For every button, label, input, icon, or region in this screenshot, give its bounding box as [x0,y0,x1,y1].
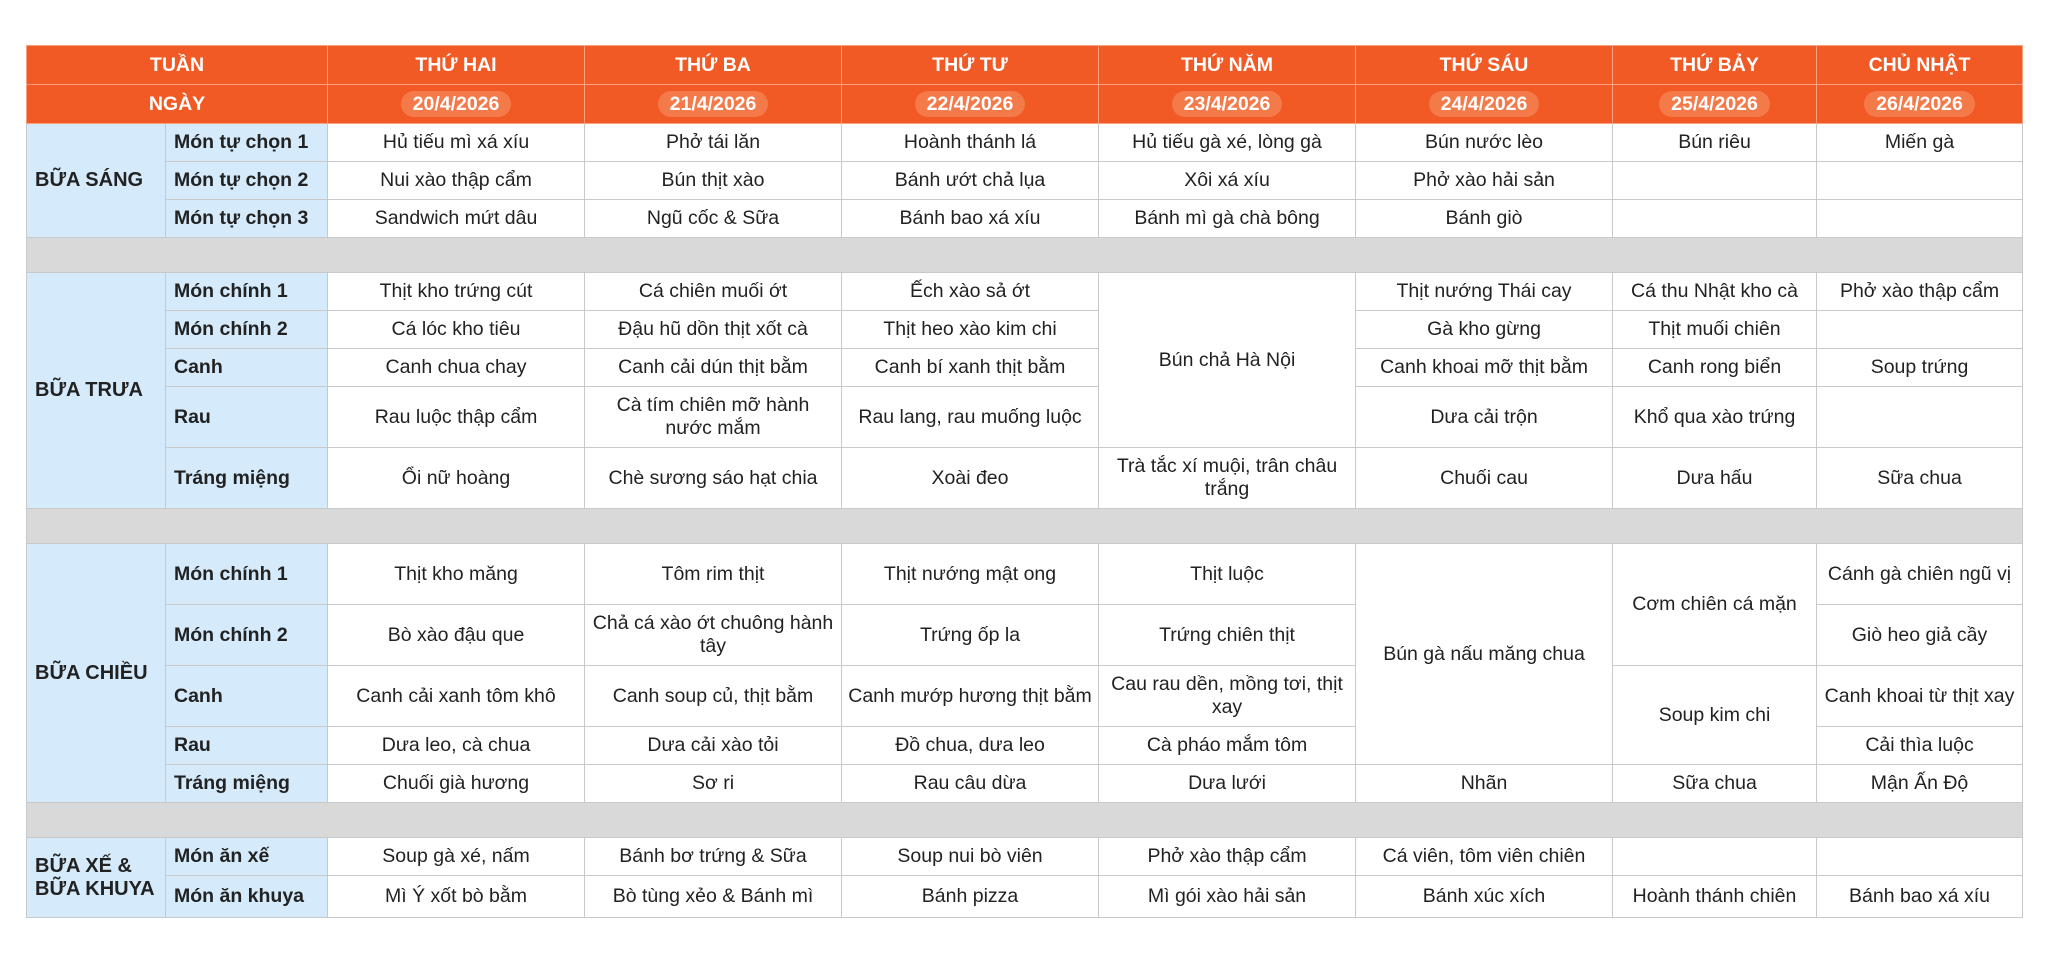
menu-cell [1817,311,2023,349]
menu-cell-merged: Cơm chiên cá mặn [1613,544,1817,666]
menu-cell: Thịt muối chiên [1613,311,1817,349]
menu-cell: Phở tái lăn [585,124,842,162]
menu-cell: Phở xào hải sản [1356,162,1613,200]
menu-cell [1613,162,1817,200]
dish-label: Rau [166,387,328,448]
menu-cell: Canh soup củ, thịt bằm [585,666,842,727]
menu-cell: Trứng chiên thịt [1099,605,1356,666]
menu-cell: Bò tùng xẻo & Bánh mì [585,876,842,918]
dinner-row [27,765,2023,803]
menu-cell: Cà tím chiên mỡ hành nước mắm [585,387,842,448]
meal-label-lunch: BỮA TRƯA [27,273,166,509]
menu-cell: Sơ ri [585,765,842,803]
menu-cell: Dưa hấu [1613,448,1817,509]
menu-cell: Canh cải xanh tôm khô [328,666,585,727]
dish-label: Món chính 2 [166,311,328,349]
menu-cell: Thịt heo xào kim chi [842,311,1099,349]
snack-row [27,876,2023,918]
menu-cell: Cá lóc kho tiêu [328,311,585,349]
menu-cell [1817,162,2023,200]
menu-cell [1817,838,2023,876]
menu-cell: Khổ qua xào trứng [1613,387,1817,448]
menu-cell: Hoành thánh lá [842,124,1099,162]
menu-cell-merged: Bún chả Hà Nội [1099,273,1356,448]
dish-label: Món tự chọn 1 [166,124,328,162]
menu-cell: Bánh bao xá xíu [1817,876,2023,918]
meal-label-dinner: BỮA CHIỀU [27,544,166,803]
menu-cell-merged: Bún gà nấu măng chua [1356,544,1613,765]
menu-cell: Bún thịt xào [585,162,842,200]
date-pill: 21/4/2026 [658,91,769,117]
menu-cell [1613,838,1817,876]
day-header-mon: THỨ HAI [328,46,585,85]
date-cell-fri [1356,85,1613,124]
menu-cell: Nui xào thập cẩm [328,162,585,200]
menu-cell: Canh cải dún thịt bằm [585,349,842,387]
menu-cell: Bún nước lèo [1356,124,1613,162]
menu-cell: Thịt kho măng [328,544,585,605]
dish-label: Canh [166,349,328,387]
dish-label: Món chính 1 [166,273,328,311]
menu-cell: Canh mướp hương thịt bằm [842,666,1099,727]
menu-cell: Canh chua chay [328,349,585,387]
menu-cell: Rau luộc thập cẩm [328,387,585,448]
lunch-row [27,387,2023,448]
menu-cell [1817,200,2023,238]
menu-cell: Soup trứng [1817,349,2023,387]
menu-cell: Chuối già hương [328,765,585,803]
date-cell-mon [328,85,585,124]
section-separator [27,509,2023,544]
dinner-row [27,544,2023,605]
menu-cell: Sữa chua [1817,448,2023,509]
menu-cell: Dưa leo, cà chua [328,727,585,765]
menu-cell [1817,387,2023,448]
dish-label: Rau [166,727,328,765]
menu-cell: Sữa chua [1613,765,1817,803]
menu-cell: Cá chiên muối ớt [585,273,842,311]
menu-cell: Xôi xá xíu [1099,162,1356,200]
menu-cell: Cải thìa luộc [1817,727,2023,765]
lunch-row [27,273,2023,311]
menu-cell: Chả cá xào ớt chuông hành tây [585,605,842,666]
date-pill: 20/4/2026 [401,91,512,117]
menu-cell: Ổi nữ hoàng [328,448,585,509]
menu-cell: Đậu hũ dồn thịt xốt cà [585,311,842,349]
dish-label: Tráng miệng [166,448,328,509]
breakfast-row [27,200,2023,238]
date-pill: 25/4/2026 [1659,91,1770,117]
menu-cell: Sandwich mứt dâu [328,200,585,238]
week-header-row [27,46,2023,85]
separator-cell [27,238,2023,273]
menu-cell: Bánh mì gà chà bông [1099,200,1356,238]
menu-cell: Giò heo giả cầy [1817,605,2023,666]
menu-cell: Phở xào thập cẩm [1817,273,2023,311]
breakfast-row [27,124,2023,162]
menu-cell: Bánh pizza [842,876,1099,918]
date-pill: 23/4/2026 [1172,91,1283,117]
menu-cell: Bánh ướt chả lụa [842,162,1099,200]
menu-cell: Thịt nướng mật ong [842,544,1099,605]
dinner-row [27,666,2023,727]
menu-cell: Trà tắc xí muội, trân châu trắng [1099,448,1356,509]
menu-cell: Mì gói xào hải sản [1099,876,1356,918]
menu-cell: Mì Ý xốt bò bằm [328,876,585,918]
menu-cell: Dưa cải xào tỏi [585,727,842,765]
menu-cell: Cá viên, tôm viên chiên [1356,838,1613,876]
menu-cell: Canh bí xanh thịt bằm [842,349,1099,387]
menu-cell: Rau câu dừa [842,765,1099,803]
menu-cell: Tôm rim thịt [585,544,842,605]
day-header-sat: THỨ BẢY [1613,46,1817,85]
lunch-row [27,448,2023,509]
menu-cell: Dưa cải trộn [1356,387,1613,448]
menu-cell: Bánh bao xá xíu [842,200,1099,238]
menu-cell: Chè sương sáo hạt chia [585,448,842,509]
menu-cell: Cá thu Nhật kho cà [1613,273,1817,311]
menu-cell: Bánh bơ trứng & Sữa [585,838,842,876]
menu-cell [1613,200,1817,238]
menu-cell: Bò xào đậu que [328,605,585,666]
menu-cell: Ngũ cốc & Sữa [585,200,842,238]
menu-cell: Chuối cau [1356,448,1613,509]
menu-cell: Hoành thánh chiên [1613,876,1817,918]
dish-label: Món ăn xế [166,838,328,876]
breakfast-row [27,162,2023,200]
day-header-tue: THỨ BA [585,46,842,85]
menu-cell: Ếch xào sả ớt [842,273,1099,311]
menu-cell: Trứng ốp la [842,605,1099,666]
date-cell-sun [1817,85,2023,124]
menu-cell: Miến gà [1817,124,2023,162]
menu-cell: Canh khoai mỡ thịt bằm [1356,349,1613,387]
day-header-sun: CHỦ NHẬT [1817,46,2023,85]
lunch-row [27,311,2023,349]
date-cell-thu [1099,85,1356,124]
date-pill: 26/4/2026 [1864,91,1975,117]
lunch-row [27,349,2023,387]
dish-label: Canh [166,666,328,727]
menu-cell: Hủ tiếu mì xá xíu [328,124,585,162]
menu-cell: Hủ tiếu gà xé, lòng gà [1099,124,1356,162]
menu-cell: Cà pháo mắm tôm [1099,727,1356,765]
separator-cell [27,509,2023,544]
menu-cell: Canh rong biển [1613,349,1817,387]
day-header-wed: THỨ TƯ [842,46,1099,85]
menu-cell: Dưa lưới [1099,765,1356,803]
menu-cell: Nhãn [1356,765,1613,803]
menu-cell: Rau lang, rau muống luộc [842,387,1099,448]
menu-cell: Thịt kho trứng cút [328,273,585,311]
section-separator [27,238,2023,273]
date-label: NGÀY [27,85,328,124]
separator-cell [27,803,2023,838]
menu-cell: Thịt nướng Thái cay [1356,273,1613,311]
week-label: TUẦN [27,46,328,85]
day-header-fri: THỨ SÁU [1356,46,1613,85]
menu-cell: Thịt luộc [1099,544,1356,605]
meal-label-snack: BỮA XẾ & BỮA KHUYA [27,838,166,918]
menu-cell: Phở xào thập cẩm [1099,838,1356,876]
date-header-row [27,85,2023,124]
menu-cell: Xoài đeo [842,448,1099,509]
menu-cell: Bún riêu [1613,124,1817,162]
weekly-menu-table [26,45,2023,918]
dish-label: Món tự chọn 3 [166,200,328,238]
date-cell-tue [585,85,842,124]
dish-label: Món chính 2 [166,605,328,666]
dish-label: Món chính 1 [166,544,328,605]
menu-cell: Soup nui bò viên [842,838,1099,876]
menu-cell: Gà kho gừng [1356,311,1613,349]
date-cell-wed [842,85,1099,124]
menu-cell: Cau rau dền, mồng tơi, thịt xay [1099,666,1356,727]
day-header-thu: THỨ NĂM [1099,46,1356,85]
dish-label: Món ăn khuya [166,876,328,918]
section-separator [27,803,2023,838]
menu-cell-merged: Soup kim chi [1613,666,1817,765]
meal-label-breakfast: BỮA SÁNG [27,124,166,238]
date-cell-sat [1613,85,1817,124]
menu-cell: Soup gà xé, nấm [328,838,585,876]
menu-cell: Bánh xúc xích [1356,876,1613,918]
menu-cell: Cánh gà chiên ngũ vị [1817,544,2023,605]
menu-cell: Bánh giò [1356,200,1613,238]
dish-label: Tráng miệng [166,765,328,803]
date-pill: 24/4/2026 [1429,91,1540,117]
menu-cell: Đồ chua, dưa leo [842,727,1099,765]
date-pill: 22/4/2026 [915,91,1026,117]
snack-row [27,838,2023,876]
menu-cell: Mận Ấn Độ [1817,765,2023,803]
dish-label: Món tự chọn 2 [166,162,328,200]
menu-cell: Canh khoai từ thịt xay [1817,666,2023,727]
